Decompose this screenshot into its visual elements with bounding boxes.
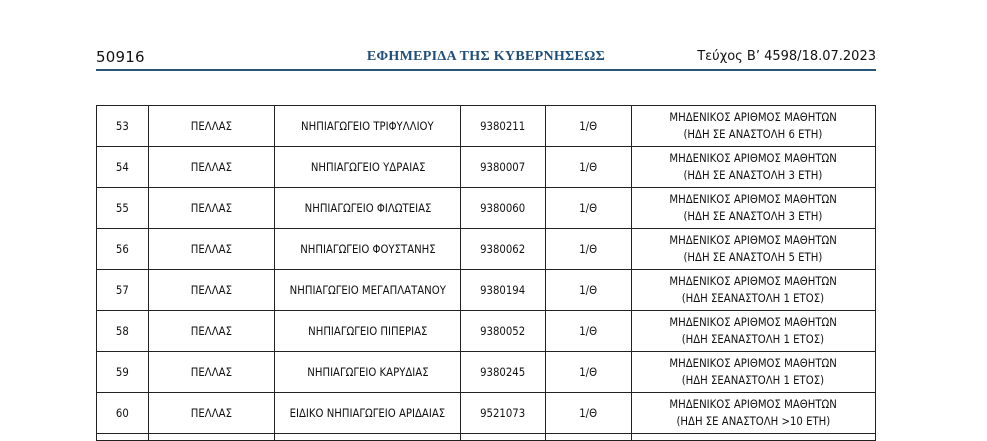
- reason-line-1: ΜΗΔΕΝΙΚΟΣ ΑΡΙΘΜΟΣ ΜΑΘΗΤΩΝ: [669, 233, 838, 247]
- reason-cell: [631, 352, 875, 393]
- school-type-cell: [545, 352, 631, 393]
- reason-cell: [631, 311, 875, 352]
- school-code-cell-text: 9380052: [480, 323, 526, 338]
- prefecture-cell: [149, 352, 275, 393]
- school-type-cell-text: 1/Θ: [579, 159, 598, 174]
- row-number-cell-text: 58: [116, 323, 129, 338]
- row-number-cell-text: 53: [116, 118, 129, 133]
- school-code-cell-text: 9380062: [480, 241, 526, 256]
- header-divider: [96, 69, 876, 71]
- partial-cell: [275, 434, 461, 441]
- school-type-cell-text: 1/Θ: [579, 323, 598, 338]
- reason-line-1: ΜΗΔΕΝΙΚΟΣ ΑΡΙΘΜΟΣ ΜΑΘΗΤΩΝ: [669, 274, 838, 288]
- table-row: [97, 229, 876, 270]
- gazette-title: ΕΦΗΜΕΡΙΔΑ ΤΗΣ ΚΥΒΕΡΝΗΣΕΩΣ: [366, 49, 606, 64]
- school-code-cell: [461, 106, 545, 147]
- reason-line-1: ΜΗΔΕΝΙΚΟΣ ΑΡΙΘΜΟΣ ΜΑΘΗΤΩΝ: [669, 151, 838, 165]
- school-type-cell-text: 1/Θ: [579, 282, 598, 297]
- school-type-cell: [545, 270, 631, 311]
- row-number-cell: [97, 270, 149, 311]
- school-code-cell: [461, 188, 545, 229]
- reason-cell: [631, 270, 875, 311]
- prefecture-cell-text: ΠΕΛΛΑΣ: [191, 241, 233, 256]
- school-type-cell-text: 1/Θ: [579, 241, 598, 256]
- school-code-cell: [461, 352, 545, 393]
- school-name-cell: [275, 147, 461, 188]
- reason-line-2: (ΗΔΗ ΣΕΑΝΑΣΤΟΛΗ 1 ΕΤΟΣ): [682, 291, 825, 305]
- school-name-cell-text: ΝΗΠΙΑΓΩΓΕΙΟ ΦΟΥΣΤΑΝΗΣ: [300, 241, 436, 256]
- table-row: [97, 106, 876, 147]
- school-code-cell: [461, 393, 545, 434]
- school-name-cell: [275, 106, 461, 147]
- prefecture-cell-text: ΠΕΛΛΑΣ: [191, 200, 233, 215]
- reason-line-2: (ΗΔΗ ΣΕ ΑΝΑΣΤΟΛΗ 3 ΕΤΗ): [683, 168, 823, 182]
- partial-cell: [149, 434, 275, 441]
- table-row: [97, 270, 876, 311]
- reason-line-1: ΜΗΔΕΝΙΚΟΣ ΑΡΙΘΜΟΣ ΜΑΘΗΤΩΝ: [669, 110, 838, 124]
- prefecture-cell: [149, 106, 275, 147]
- school-code-cell: [461, 311, 545, 352]
- school-name-cell-text: ΝΗΠΙΑΓΩΓΕΙΟ ΤΡΙΦΥΛΛΙΟΥ: [301, 118, 435, 133]
- row-number-cell-text: 55: [116, 200, 129, 215]
- table-row: [97, 311, 876, 352]
- reason-cell: [631, 188, 875, 229]
- school-type-cell: [545, 106, 631, 147]
- school-name-cell-text: ΝΗΠΙΑΓΩΓΕΙΟ ΠΙΠΕΡΙΑΣ: [308, 323, 428, 338]
- school-code-cell: [461, 270, 545, 311]
- reason-line-2: (ΗΔΗ ΣΕ ΑΝΑΣΤΟΛΗ 5 ΕΤΗ): [683, 250, 823, 264]
- school-code-cell: [461, 229, 545, 270]
- school-name-cell: [275, 270, 461, 311]
- table-row: [97, 352, 876, 393]
- row-number-cell: [97, 393, 149, 434]
- partial-cell: [97, 434, 149, 441]
- row-number-cell: [97, 311, 149, 352]
- reason-cell: [631, 147, 875, 188]
- school-code-cell-text: 9380245: [480, 364, 526, 379]
- reason-line-1: ΜΗΔΕΝΙΚΟΣ ΑΡΙΘΜΟΣ ΜΑΘΗΤΩΝ: [669, 192, 838, 206]
- row-number-cell-text: 60: [116, 405, 129, 420]
- prefecture-cell: [149, 188, 275, 229]
- table-row: [97, 188, 876, 229]
- reason-line-2: (ΗΔΗ ΣΕΑΝΑΣΤΟΛΗ 1 ΕΤΟΣ): [682, 373, 825, 387]
- row-number-cell: [97, 106, 149, 147]
- page-header: [96, 46, 876, 70]
- school-name-cell: [275, 393, 461, 434]
- row-number-cell-text: 56: [116, 241, 129, 256]
- school-type-cell: [545, 393, 631, 434]
- prefecture-cell-text: ΠΕΛΛΑΣ: [191, 282, 233, 297]
- prefecture-cell-text: ΠΕΛΛΑΣ: [191, 405, 233, 420]
- prefecture-cell-text: ΠΕΛΛΑΣ: [191, 323, 233, 338]
- school-name-cell: [275, 311, 461, 352]
- school-code-cell-text: 9380060: [480, 200, 526, 215]
- school-name-cell-text: ΝΗΠΙΑΓΩΓΕΙΟ ΥΔΡΑΙΑΣ: [310, 159, 426, 174]
- school-code-cell-text: 9521073: [480, 405, 526, 420]
- reason-cell: [631, 229, 875, 270]
- reason-line-2: (ΗΔΗ ΣΕ ΑΝΑΣΤΟΛΗ 3 ΕΤΗ): [683, 209, 823, 223]
- school-name-cell: [275, 229, 461, 270]
- reason-line-1: ΜΗΔΕΝΙΚΟΣ ΑΡΙΘΜΟΣ ΜΑΘΗΤΩΝ: [669, 356, 838, 370]
- school-name-cell-text: ΝΗΠΙΑΓΩΓΕΙΟ ΦΙΛΩΤΕΙΑΣ: [304, 200, 432, 215]
- school-name-cell-text: ΝΗΠΙΑΓΩΓΕΙΟ ΜΕΓΑΠΛΑΤΑΝΟΥ: [289, 282, 446, 297]
- table-row: [97, 393, 876, 434]
- partial-cell: [631, 434, 875, 441]
- school-type-cell: [545, 229, 631, 270]
- prefecture-cell: [149, 393, 275, 434]
- row-number-cell-text: 59: [116, 364, 129, 379]
- school-type-cell-text: 1/Θ: [579, 405, 598, 420]
- prefecture-cell-text: ΠΕΛΛΑΣ: [191, 159, 233, 174]
- reason-cell: [631, 393, 875, 434]
- reason-line-1: ΜΗΔΕΝΙΚΟΣ ΑΡΙΘΜΟΣ ΜΑΘΗΤΩΝ: [669, 315, 838, 329]
- row-number-cell: [97, 188, 149, 229]
- schools-table: [96, 105, 876, 441]
- prefecture-cell-text: ΠΕΛΛΑΣ: [191, 118, 233, 133]
- school-type-cell: [545, 147, 631, 188]
- table-row-partial: [97, 434, 876, 441]
- prefecture-cell: [149, 229, 275, 270]
- school-name-cell: [275, 352, 461, 393]
- issue-reference: Τεύχος Β’ 4598/18.07.2023: [697, 49, 876, 64]
- prefecture-cell: [149, 311, 275, 352]
- partial-cell: [461, 434, 545, 441]
- table-body: [97, 106, 876, 441]
- school-code-cell-text: 9380194: [480, 282, 526, 297]
- school-name-cell-text: ΕΙΔΙΚΟ ΝΗΠΙΑΓΩΓΕΙΟ ΑΡΙΔΑΙΑΣ: [290, 405, 446, 420]
- reason-line-2: (ΗΔΗ ΣΕ ΑΝΑΣΤΟΛΗ >10 ΕΤΗ): [676, 414, 831, 428]
- row-number-cell-text: 57: [116, 282, 129, 297]
- school-code-cell-text: 9380211: [480, 118, 526, 133]
- school-type-cell: [545, 311, 631, 352]
- school-name-cell: [275, 188, 461, 229]
- row-number-cell: [97, 352, 149, 393]
- reason-cell: [631, 106, 875, 147]
- prefecture-cell: [149, 147, 275, 188]
- table-row: [97, 147, 876, 188]
- prefecture-cell-text: ΠΕΛΛΑΣ: [191, 364, 233, 379]
- reason-line-2: (ΗΔΗ ΣΕΑΝΑΣΤΟΛΗ 1 ΕΤΟΣ): [682, 332, 825, 346]
- row-number-cell-text: 54: [116, 159, 129, 174]
- school-type-cell-text: 1/Θ: [579, 364, 598, 379]
- school-type-cell: [545, 188, 631, 229]
- page-number: 50916: [96, 48, 145, 66]
- reason-line-2: (ΗΔΗ ΣΕ ΑΝΑΣΤΟΛΗ 6 ΕΤΗ): [683, 127, 823, 141]
- school-name-cell-text: ΝΗΠΙΑΓΩΓΕΙΟ ΚΑΡΥΔΙΑΣ: [307, 364, 429, 379]
- school-type-cell-text: 1/Θ: [579, 118, 598, 133]
- prefecture-cell: [149, 270, 275, 311]
- row-number-cell: [97, 229, 149, 270]
- row-number-cell: [97, 147, 149, 188]
- school-type-cell-text: 1/Θ: [579, 200, 598, 215]
- partial-cell: [545, 434, 631, 441]
- school-code-cell-text: 9380007: [480, 159, 526, 174]
- school-code-cell: [461, 147, 545, 188]
- reason-line-1: ΜΗΔΕΝΙΚΟΣ ΑΡΙΘΜΟΣ ΜΑΘΗΤΩΝ: [669, 397, 838, 411]
